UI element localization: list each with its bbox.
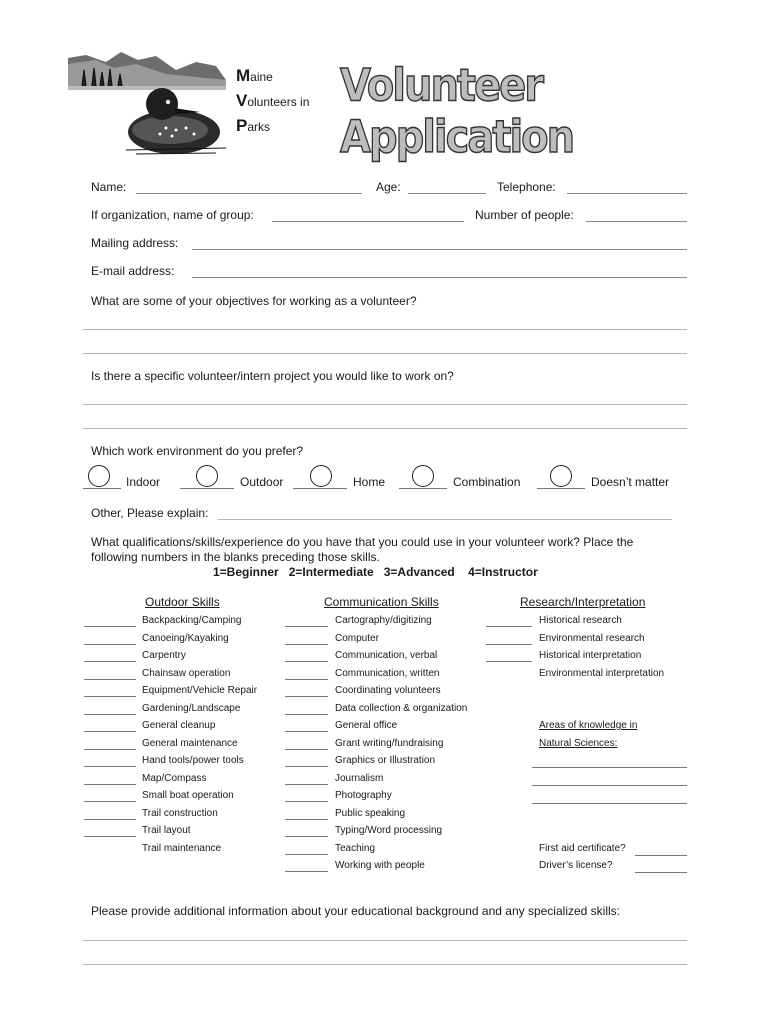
additional-question: Please provide additional information about your educational background and any specialized skills: bbox=[91, 904, 620, 918]
org-initial: V bbox=[236, 91, 248, 110]
skill-level-blank[interactable] bbox=[84, 836, 136, 837]
radio-combination[interactable] bbox=[412, 465, 434, 487]
name-label: Name: bbox=[91, 180, 127, 194]
project-question: Is there a specific volunteer/intern project you would like to work on? bbox=[91, 369, 454, 383]
skill-level-blank[interactable] bbox=[84, 626, 136, 627]
knowledge-line[interactable] bbox=[532, 803, 687, 804]
skill-item: Communication, written bbox=[335, 667, 440, 679]
org-text: aine bbox=[250, 70, 273, 84]
skill-level-blank[interactable] bbox=[84, 801, 136, 802]
skill-level-blank[interactable] bbox=[285, 766, 328, 767]
skill-level-blank[interactable] bbox=[285, 819, 328, 820]
skill-level-blank[interactable] bbox=[84, 766, 136, 767]
skill-level-blank[interactable] bbox=[486, 644, 532, 645]
skills-instructions: What qualifications/skills/experience do you have that you could use in your volunteer work? Place the bbox=[91, 535, 634, 549]
skill-item: Carpentry bbox=[142, 650, 186, 661]
objectives-answer-line[interactable] bbox=[83, 353, 687, 354]
skill-level-blank[interactable] bbox=[285, 644, 328, 645]
skill-level-blank[interactable] bbox=[285, 871, 328, 872]
first-aid-label: First aid certificate? bbox=[539, 843, 626, 854]
environment-question: Which work environment do you prefer? bbox=[91, 444, 304, 458]
organization-label: If organization, name of group: bbox=[91, 208, 254, 222]
skill-item: Environmental research bbox=[539, 632, 645, 644]
drivers-license-label: Driver’s license? bbox=[539, 860, 613, 871]
org-initial: M bbox=[236, 66, 251, 85]
skill-item: Backpacking/Camping bbox=[142, 615, 242, 626]
skill-level-blank[interactable] bbox=[84, 679, 136, 680]
skill-level-blank[interactable] bbox=[84, 644, 136, 645]
email-label: E-mail address: bbox=[91, 264, 175, 278]
skill-item: General office bbox=[335, 720, 398, 731]
loon-logo bbox=[66, 50, 231, 162]
knowledge-heading: Areas of knowledge in bbox=[539, 720, 638, 731]
skill-level-blank[interactable] bbox=[285, 661, 328, 662]
knowledge-line[interactable] bbox=[532, 767, 687, 768]
additional-answer-line[interactable] bbox=[83, 964, 687, 965]
skill-level-blank[interactable] bbox=[285, 854, 328, 855]
skill-item: Working with people bbox=[335, 860, 425, 871]
research-heading: Research/Interpretation bbox=[520, 595, 646, 609]
skill-item: Computer bbox=[335, 632, 379, 644]
skill-level-blank[interactable] bbox=[84, 784, 136, 785]
telephone-field[interactable] bbox=[567, 193, 687, 194]
outdoor-skills-heading: Outdoor Skills bbox=[145, 595, 220, 609]
skill-item: Trail construction bbox=[142, 807, 218, 819]
org-name bbox=[236, 64, 309, 139]
skill-level-blank[interactable] bbox=[486, 661, 532, 662]
skill-level-blank[interactable] bbox=[84, 819, 136, 820]
number-people-label: Number of people: bbox=[475, 208, 574, 222]
skill-level-blank[interactable] bbox=[84, 714, 136, 715]
number-people-field[interactable] bbox=[586, 221, 687, 222]
skill-item: Equipment/Vehicle Repair bbox=[142, 685, 258, 696]
env-blank bbox=[180, 488, 234, 489]
radio-doesnt-matter[interactable] bbox=[550, 465, 572, 487]
skill-item: Chainsaw operation bbox=[142, 667, 231, 679]
telephone-label: Telephone: bbox=[497, 180, 556, 194]
skill-item: Hand tools/power tools bbox=[142, 755, 244, 766]
env-blank bbox=[399, 488, 447, 489]
other-label: Other, Please explain: bbox=[91, 506, 209, 520]
radio-indoor[interactable] bbox=[88, 465, 110, 487]
age-field[interactable] bbox=[408, 193, 486, 194]
objectives-question: What are some of your objectives for working as a volunteer? bbox=[91, 294, 417, 308]
other-field[interactable] bbox=[218, 519, 672, 520]
skill-level-blank[interactable] bbox=[486, 626, 532, 627]
skill-item: Environmental interpretation bbox=[539, 667, 665, 679]
skill-item: Teaching bbox=[335, 842, 376, 854]
communication-skills-heading: Communication Skills bbox=[324, 595, 439, 609]
org-initial: P bbox=[236, 116, 248, 135]
env-blank bbox=[537, 488, 585, 489]
project-answer-line[interactable] bbox=[83, 428, 687, 429]
skill-item: General maintenance bbox=[142, 737, 238, 749]
skill-item: Small boat operation bbox=[142, 790, 234, 801]
skill-level-blank[interactable] bbox=[285, 784, 328, 785]
organization-field[interactable] bbox=[272, 221, 464, 222]
skills-instructions-2: following numbers in the blanks preceding those skills. bbox=[91, 550, 380, 564]
knowledge-heading-2: Natural Sciences: bbox=[539, 738, 618, 749]
env-label-combination: Combination bbox=[453, 475, 521, 489]
skill-scale: 1=Beginner 2=Intermediate 3=Advanced 4=Instructor bbox=[213, 565, 538, 579]
page-title: Volunteer Application bbox=[340, 60, 574, 164]
skill-item: Photography bbox=[335, 790, 392, 801]
org-text: olunteers in bbox=[247, 95, 310, 109]
skill-level-blank[interactable] bbox=[285, 626, 328, 627]
additional-answer-line[interactable] bbox=[83, 940, 687, 941]
skill-item: Typing/Word processing bbox=[335, 825, 443, 836]
skill-item: Canoeing/Kayaking bbox=[142, 632, 229, 644]
skill-item: Map/Compass bbox=[142, 772, 207, 784]
skill-item: Journalism bbox=[335, 772, 384, 784]
age-label: Age: bbox=[376, 180, 401, 194]
skill-level-blank[interactable] bbox=[285, 696, 328, 697]
skill-item: Communication, verbal bbox=[335, 650, 438, 661]
skill-level-blank[interactable] bbox=[285, 749, 328, 750]
radio-home[interactable] bbox=[310, 465, 332, 487]
env-label-outdoor: Outdoor bbox=[240, 475, 284, 489]
first-aid-field[interactable] bbox=[635, 855, 687, 856]
skill-item: Gardening/Landscape bbox=[142, 702, 241, 714]
env-blank bbox=[83, 488, 121, 489]
skill-level-blank[interactable] bbox=[84, 749, 136, 750]
skill-item: Graphics or Illustration bbox=[335, 755, 436, 766]
skill-item: Historical interpretation bbox=[539, 650, 642, 661]
drivers-license-field[interactable] bbox=[635, 872, 687, 873]
skill-item: Data collection & organization bbox=[335, 702, 468, 714]
knowledge-line[interactable] bbox=[532, 785, 687, 786]
skill-item: Trail maintenance bbox=[142, 842, 222, 854]
skill-level-blank[interactable] bbox=[84, 731, 136, 732]
skill-item: Public speaking bbox=[335, 807, 406, 819]
org-text: arks bbox=[247, 120, 271, 134]
project-answer-line[interactable] bbox=[83, 404, 687, 405]
env-label-doesnt-matter: Doesn’t matter bbox=[591, 475, 670, 489]
env-label-indoor: Indoor bbox=[126, 475, 161, 489]
skill-level-blank[interactable] bbox=[285, 836, 328, 837]
skill-item: Cartography/digitizing bbox=[335, 615, 432, 626]
mailing-field[interactable] bbox=[192, 249, 687, 250]
skill-level-blank[interactable] bbox=[285, 731, 328, 732]
objectives-answer-line[interactable] bbox=[83, 329, 687, 330]
skill-item: Coordinating volunteers bbox=[335, 685, 441, 696]
skill-level-blank[interactable] bbox=[84, 661, 136, 662]
name-field[interactable] bbox=[136, 193, 362, 194]
skill-level-blank[interactable] bbox=[285, 679, 328, 680]
skill-item: Historical research bbox=[539, 615, 622, 626]
mailing-label: Mailing address: bbox=[91, 236, 179, 250]
env-label-home: Home bbox=[353, 475, 386, 489]
skill-level-blank[interactable] bbox=[84, 696, 136, 697]
skill-item: General cleanup bbox=[142, 720, 216, 731]
radio-outdoor[interactable] bbox=[196, 465, 218, 487]
skill-level-blank[interactable] bbox=[285, 714, 328, 715]
skill-level-blank[interactable] bbox=[285, 801, 328, 802]
skill-item: Trail layout bbox=[142, 825, 191, 836]
skill-item: Grant writing/fundraising bbox=[335, 737, 444, 749]
env-blank bbox=[293, 488, 347, 489]
email-field[interactable] bbox=[192, 277, 687, 278]
